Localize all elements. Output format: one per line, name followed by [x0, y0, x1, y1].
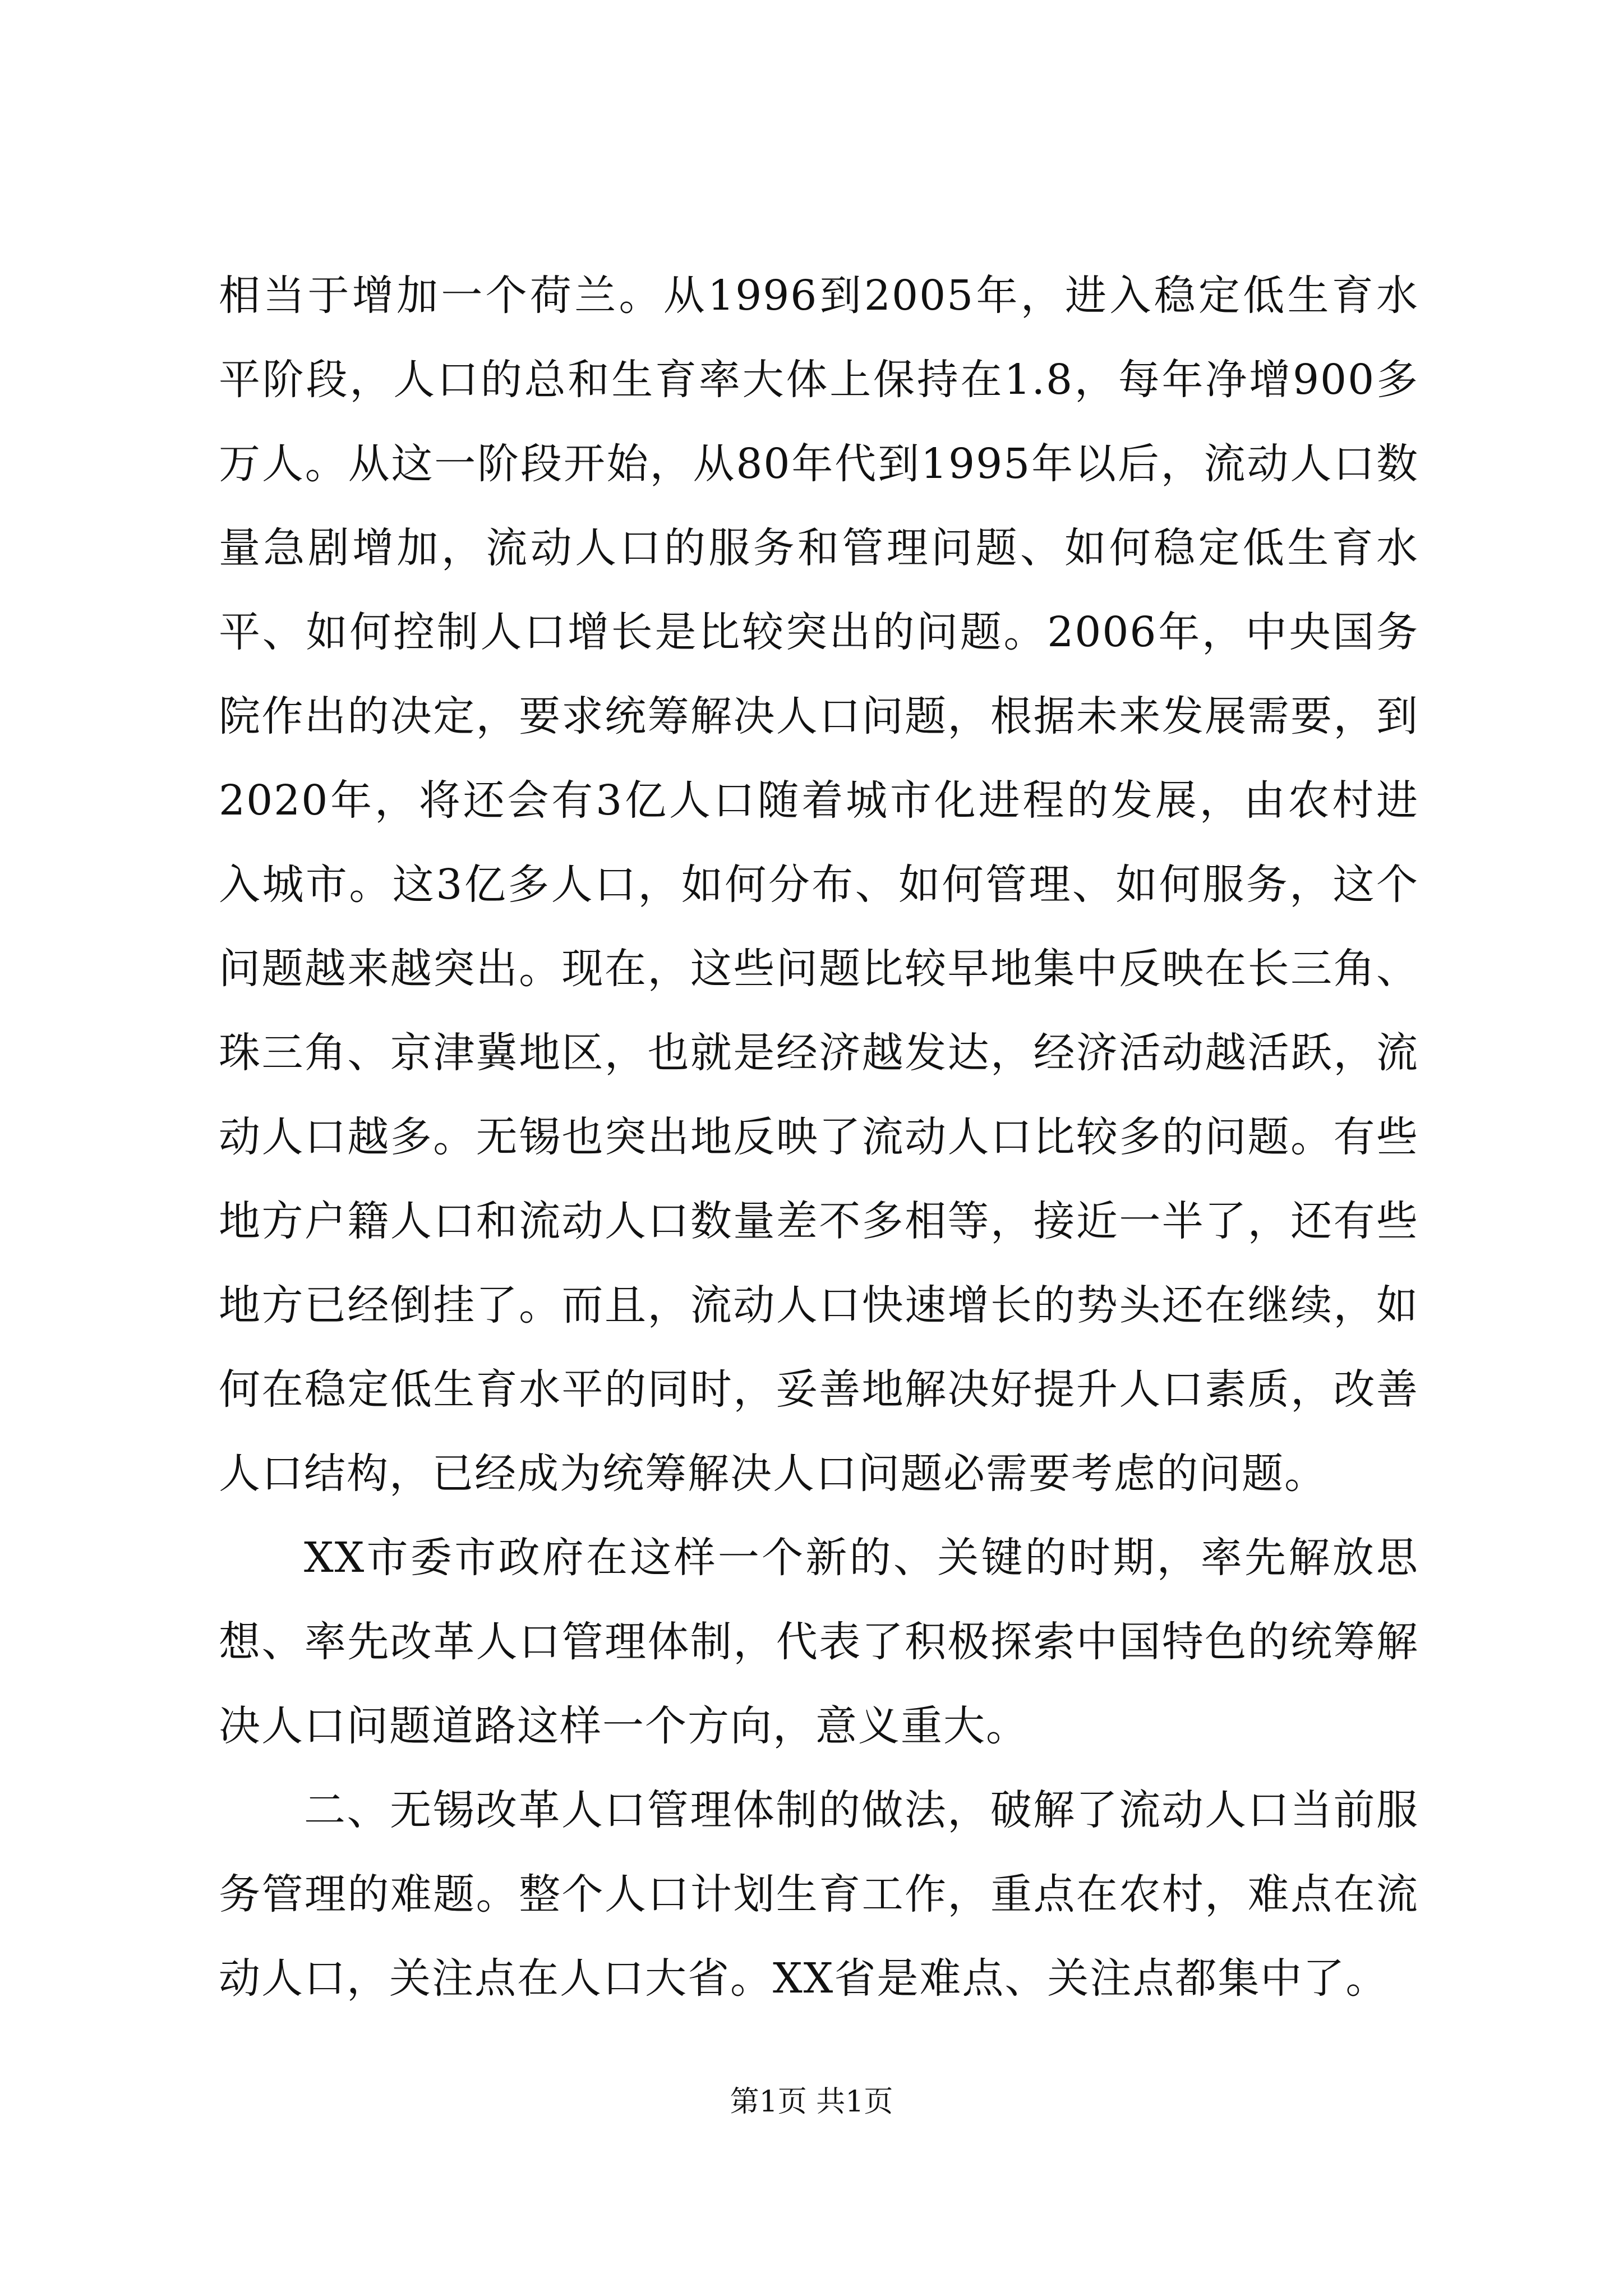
paragraph-3: 二、无锡改革人口管理体制的做法，破解了流动人口当前服务管理的难题。整个人口计划生育工作，重点在农村，难点在流动人口，关注点在人口大省。XX省是难点、关注点都集中了。	[219, 1786, 1419, 2003]
paragraph-1: 相当于增加一个荷兰。从1996到2005年，进入稳定低生育水平阶段，人口的总和生育率大体上保持在1.8，每年净增900多万人。从这一阶段开始，从80年代到1995年以后，流动人口数量急剧增加，流动人口的服务和管理问题、如何稳定低生育水平、如何控制人口增长是比较突出的问题。2006年，中央国务院作出的决定，要求统筹解决人口问题，根据未来发展需要，到2020年，将还会有3亿人口随着城市化进程的发展，由农村进入城市。这3亿多人口，如何分布、如何管理、如何服务，这个问题越来越突出。现在，这些问题比较早地集中反映在长三角、珠三角、京津冀地区，也就是经济越发达，经济活动越活跃，流动人口越多。无锡也突出地反映了流动人口比较多的问题。有些地方户籍人口和流动人口数量差不多相等，接近一半了，还有些地方已经倒挂了。而且，流动人口快速增长的势头还在继续，如何在稳定低生育水平的同时，妥善地解决好提升人口素质，改善人口结构，已经成为统筹解决人口问题必需要考虑的问题。	[219, 272, 1419, 1498]
document-body	[219, 254, 1419, 2021]
page-number-footer: 第1页 共1页	[730, 2085, 893, 2119]
paragraph-2: XX市委市政府在这样一个新的、关键的时期，率先解放思想、率先改革人口管理体制，代表了积极探索中国特色的统筹解决人口问题道路这样一个方向，意义重大。	[219, 1534, 1419, 1750]
